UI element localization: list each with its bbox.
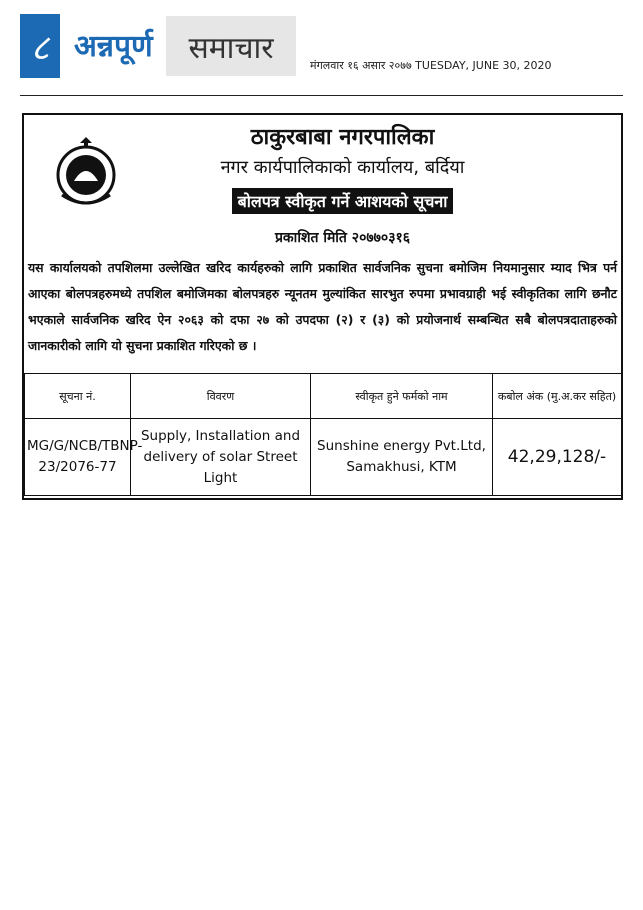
header-firm-name: स्वीकृत हुने फर्मको नाम [311, 374, 493, 419]
header-bid-amount: कबोल अंक (मु.अ.कर सहित) [493, 374, 622, 419]
tender-notice [22, 113, 623, 500]
newspaper-brand: अन्नपूर्ण [74, 29, 153, 64]
notice-banner-wrap [24, 188, 621, 214]
table-row [25, 419, 622, 496]
office-name: नगर कार्यपालिकाको कार्यालय, बर्दिया [220, 157, 465, 178]
cell-bid-amount: 42,29,128/- [493, 419, 622, 496]
published-date: प्रकाशित मिति २०७७०३१६ [274, 230, 411, 246]
masthead-divider [20, 95, 623, 96]
cell-firm-name: Sunshine energy Pvt.Ltd, Samakhusi, KTM [311, 419, 493, 496]
header-notice-no: सूचना नं. [25, 374, 131, 419]
cell-notice-no: MG/G/NCB/TBNP-23/2076-77 [25, 419, 131, 496]
organization-name: ठाकुरबाबा नगरपालिका [250, 125, 435, 150]
table-header-row [25, 374, 622, 419]
notice-banner: बोलपत्र स्वीकृत गर्ने आशयको सूचना [232, 188, 454, 214]
award-table [24, 373, 622, 496]
page-number: ८ [20, 14, 60, 78]
section-label: समाचार [166, 16, 296, 76]
dateline: मंगलवार १६ असार २०७७ TUESDAY, JUNE 30, 2020 [310, 59, 552, 72]
newspaper-masthead [20, 14, 640, 86]
header-description: विवरण [131, 374, 311, 419]
notice-body: यस कार्यालयको तपशिलमा उल्लेखित खरिद कार्यहरुको लागि प्रकाशित सार्वजनिक सुचना बमोजिम नियमानुसार म्याद भित्र पर्न आएका बोलपत्रहरुमध्ये तपशिल बमोजिमका बोलपत्रहरु न्यूनतम मुल्यांकित सारभुत रुपमा प्रभावग्राही भई स्वीकृतिका लागि छनौट भएकाले सार्वजनिक खरिद ऐन २०६३ को दफा २७ को उपदफा (२) र (३) को प्रयोजनार्थ सम्बन्धित सबै बोलपत्रदाताहरुको जानकारीको लागि यो सुचना प्रकाशित गरिएको छ । [28, 260, 617, 353]
cell-description: Supply, Installation and delivery of solar Street Light [131, 419, 311, 496]
